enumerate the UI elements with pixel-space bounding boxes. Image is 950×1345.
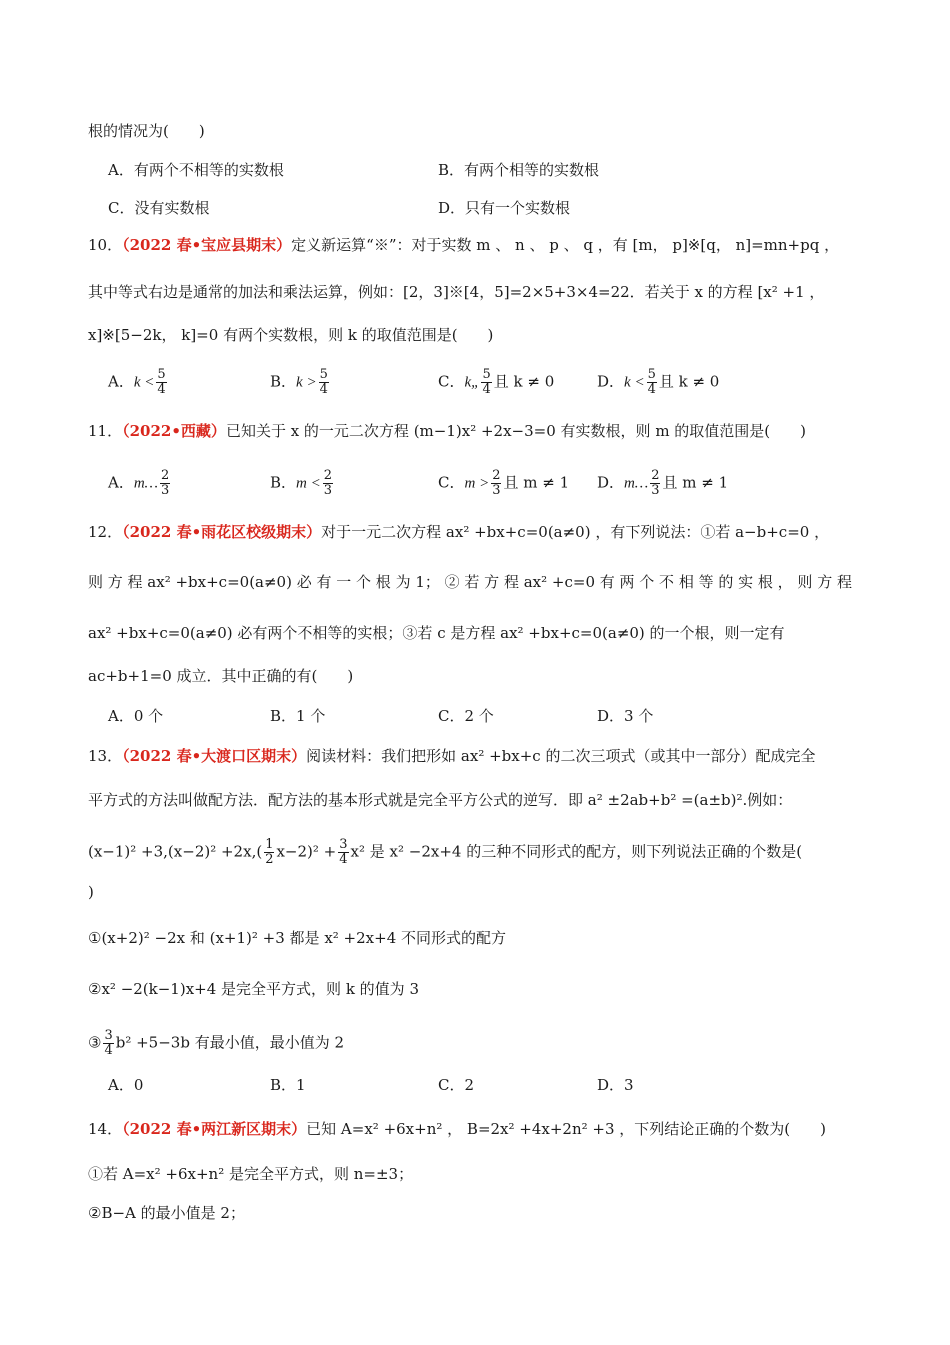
question-text: 已知关于 x 的一元二次方程 (m−1)x² +2x−3=0 有实数根，则 m 的取值范围是( ) xyxy=(225,422,807,440)
q11-option-d: D．m… $\frac{2}{3}$ 且 m ≠ 1 xyxy=(597,468,729,498)
question-text: 阅读材料：我们把形如 ax² +bx+c 的二次三项式（或其中一部分）配成完全 xyxy=(306,747,816,765)
q13-option-a: A．0 xyxy=(108,1076,144,1094)
q12-line-1 xyxy=(88,522,829,542)
question-source: （2022 春•雨花区校级期末） xyxy=(122,523,322,541)
q13-line-4: ) xyxy=(88,883,94,901)
q13-line-2: 平方式的方法叫做配方法．配方法的基本形式就是完全平方公式的逆写．即 a² ±2ab+b² =(a±b)².例如： xyxy=(88,791,793,809)
question-number: 14． xyxy=(88,1120,123,1138)
q10-option-d: D．k < $\frac{5}{4}$ 且 k ≠ 0 xyxy=(597,367,720,397)
q10-option-c: C．k„ $\frac{5}{4}$ 且 k ≠ 0 xyxy=(438,367,555,397)
question-number: 10． xyxy=(88,236,123,254)
q14-item-1: ①若 A=x² +6x+n² 是完全平方式，则 n=±3； xyxy=(88,1165,414,1183)
q11-line-1 xyxy=(88,421,806,441)
q9-option-c: C．没有实数根 xyxy=(108,199,210,217)
q13-option-b: B．1 xyxy=(270,1076,306,1094)
q10-line-1 xyxy=(88,235,839,255)
q13-item-2: ②x² −2(k−1)x+4 是完全平方式，则 k 的值为 3 xyxy=(88,980,419,998)
q13-item-3: ③ $\frac{3}{4}$ b² +5−3b 有最小值，最小值为 2 xyxy=(88,1028,345,1058)
question-text: 定义新运算“※”：对于实数 m 、 n 、 p 、 q ，有 [m， p]※[q， n]=mn+pq ， xyxy=(291,236,840,254)
question-text: 对于一元二次方程 ax² +bx+c=0(a≠0) ，有下列说法：①若 a−b+c=0 ， xyxy=(321,523,830,541)
q13-line-1 xyxy=(88,746,815,766)
question-number: 11． xyxy=(88,422,123,440)
question-number: 12． xyxy=(88,523,123,541)
q11-option-c: C．m > $\frac{2}{3}$ 且 m ≠ 1 xyxy=(438,468,570,498)
q14-line-1 xyxy=(88,1119,826,1139)
q9-tail: 根的情况为( ) xyxy=(88,122,205,140)
q13-option-d: D．3 xyxy=(597,1076,634,1094)
q12-line-2: 则 方 程 ax² +bx+c=0(a≠0) 必 有 一 个 根 为 1； ② 若 方 程 ax² +c=0 有 两 个 不 相 等 的 实 根 ， 则 方 程 xyxy=(88,573,852,591)
q9-option-a: A．有两个不相等的实数根 xyxy=(108,161,284,179)
question-source: （2022•西藏） xyxy=(122,422,226,440)
q12-option-b: B．1 个 xyxy=(270,707,326,725)
q10-line-3: x]※[5−2k， k]=0 有两个实数根，则 k 的取值范围是( ) xyxy=(88,326,494,344)
q12-option-c: C．2 个 xyxy=(438,707,494,725)
question-source: （2022 春•大渡口区期末） xyxy=(122,747,307,765)
q12-option-d: D．3 个 xyxy=(597,707,654,725)
question-text: 已知 A=x² +6x+n² ， B=2x² +4x+2n² +3 ，下列结论正确的个数为( ) xyxy=(306,1120,827,1138)
q10-line-2: 其中等式右边是通常的加法和乘法运算，例如：[2，3]※[4，5]=2×5+3×4=22．若关于 x 的方程 [x² +1 ， xyxy=(88,283,825,301)
question-source: （2022 春•两江新区期末） xyxy=(122,1120,307,1138)
q14-item-2: ②B−A 的最小值是 2； xyxy=(88,1204,245,1222)
question-number: 13． xyxy=(88,747,123,765)
q10-option-a: A．k < $\frac{5}{4}$ xyxy=(108,367,166,397)
q11-option-a: A．m… $\frac{2}{3}$ xyxy=(108,468,170,498)
q10-option-b: B．k > $\frac{5}{4}$ xyxy=(270,367,328,397)
q13-option-c: C．2 xyxy=(438,1076,475,1094)
q12-line-4: ac+b+1=0 成立．其中正确的有( ) xyxy=(88,667,354,685)
q12-option-a: A．0 个 xyxy=(108,707,164,725)
q9-option-d: D．只有一个实数根 xyxy=(438,199,571,217)
q9-option-b: B．有两个相等的实数根 xyxy=(438,161,600,179)
q13-item-1: ①(x+2)² −2x 和 (x+1)² +3 都是 x² +2x+4 不同形式的配方 xyxy=(88,929,507,947)
q11-option-b: B．m < $\frac{2}{3}$ xyxy=(270,468,333,498)
q13-line-3: (x−1)² +3,(x−2)² +2x,( $\frac{1}{2}$ x−2)² + $\frac{3}{4}$ x² 是 x² −2x+4 的三种不同形式的配方，则下列说法正确的个数是( xyxy=(88,837,803,867)
question-source: （2022 春•宝应县期末） xyxy=(122,236,292,254)
q12-line-3: ax² +bx+c=0(a≠0) 必有两个不相等的实根；③若 c 是方程 ax² +bx+c=0(a≠0) 的一个根，则一定有 xyxy=(88,624,785,642)
